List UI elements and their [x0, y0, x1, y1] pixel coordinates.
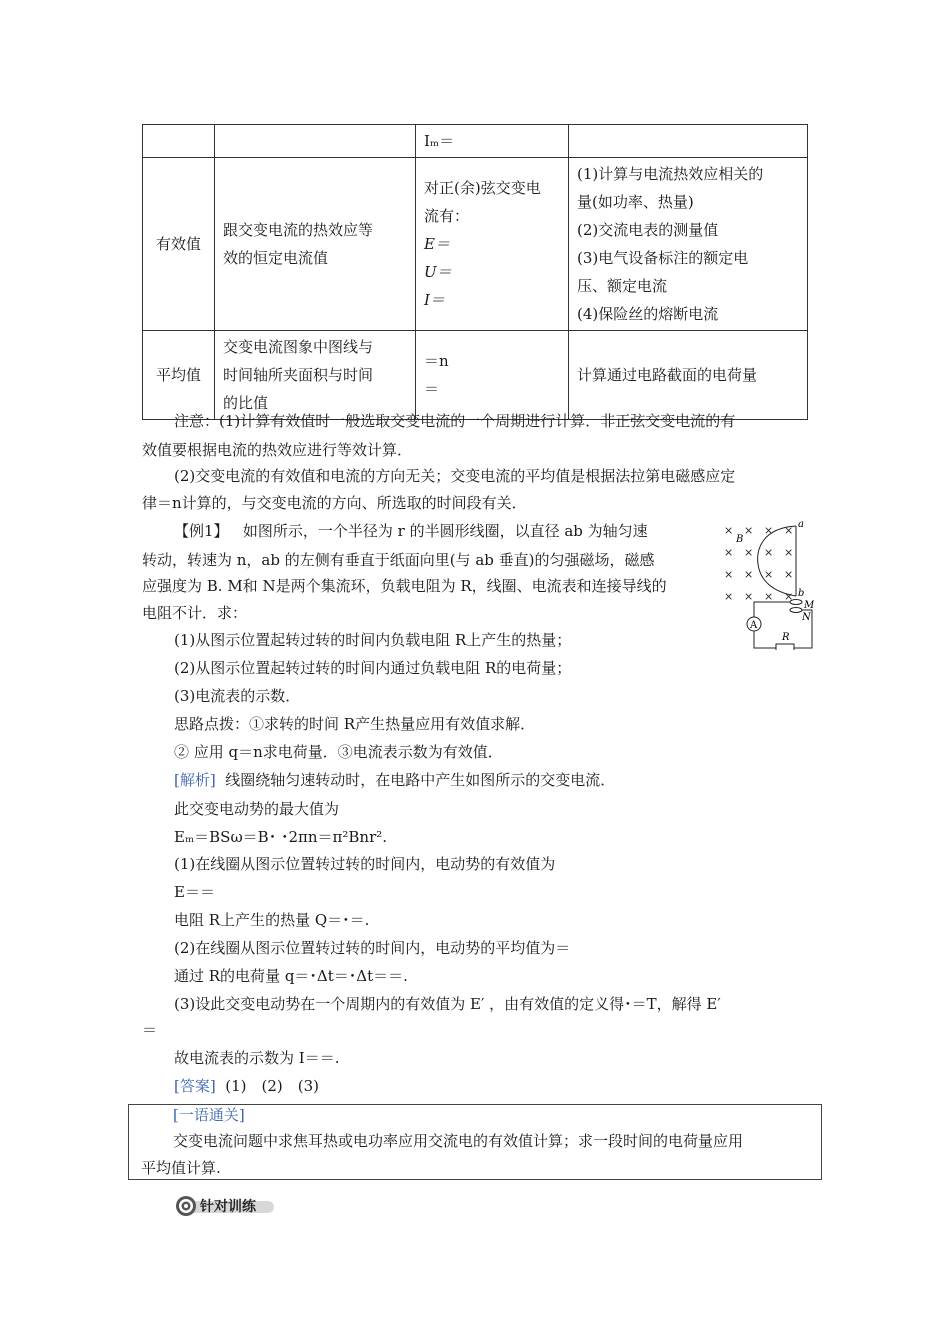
cell-line: 效的恒定电流值: [223, 249, 329, 267]
note-line: 效值要根据电流的热效应进行等效计算．: [142, 441, 413, 459]
table-row: [143, 125, 808, 158]
ammeter-label: A: [750, 620, 758, 631]
solution-text: 线圈绕轴匀速转动时，在电路中产生如图所示的交变电流．: [225, 771, 616, 789]
cell-line: I＝: [424, 291, 445, 309]
cross-mark: ×: [744, 524, 754, 537]
cell-line: 量(如功率、热量): [577, 193, 694, 211]
solution-line: [142, 766, 844, 795]
cell-line: (3)电气设备标注的额定电: [577, 249, 749, 267]
circuit-figure: [722, 520, 814, 650]
cell-line: 流有：: [424, 207, 470, 225]
answer-tag: [答案]: [174, 1077, 216, 1095]
cross-mark: ×: [764, 546, 774, 559]
example-line: 应强度为 B. M和 N是两个集流环，负载电阻为 R，线圈、电流表和连接导线的: [142, 577, 667, 595]
note-line: 律＝n计算的，与交变电流的方向、所选取的时间段有关．: [142, 494, 527, 512]
hint-line: ② 应用 q＝n求电荷量．③电流表示数为有效值．: [174, 743, 503, 761]
label-a: a: [798, 520, 804, 530]
answer-items: (1) (2) (3): [225, 1077, 320, 1095]
cell-line: 跟交变电流的热效应等: [223, 221, 374, 239]
cross-mark: ×: [744, 590, 754, 603]
cross-mark: ×: [784, 568, 794, 581]
question-1: (1)从图示位置起转过转的时间内负载电阻 R上产生的热量；: [174, 631, 572, 649]
label-b-field: B: [736, 534, 744, 545]
cross-mark: ×: [764, 590, 774, 603]
cell-line: 对正(余)弦交变电: [424, 179, 541, 197]
summary-tag: [一语通关]: [173, 1106, 245, 1124]
table-cell: [569, 158, 808, 331]
table-cell: 平均值: [143, 331, 215, 420]
cell-line: 的比值: [223, 394, 269, 412]
table-cell: 计算通过电路截面的电荷量: [569, 331, 808, 420]
example-text: 如图所示，一个半径为 r 的半圆形线圈，以直径 ab 为轴匀速: [242, 522, 648, 540]
cross-mark: ×: [784, 590, 794, 603]
label-r: R: [782, 632, 790, 643]
table-cell: [215, 158, 416, 331]
cell-line: 压、额定电流: [577, 277, 668, 295]
cell-line: U＝: [424, 263, 452, 281]
note-line: (2)交变电流的有效值和电流的方向无关；交变电流的平均值是根据法拉第电磁感应定: [174, 467, 736, 485]
solution-line: (3)设此交变电动势在一个周期内的有效值为 E′ ，由有效值的定义得･＝T，解得 E′: [174, 995, 721, 1013]
note-line: 注意：(1)计算有效值时一般选取交变电流的一个周期进行计算．非正弦交变电流的有: [174, 412, 736, 430]
example-line: 转动，转速为 n，ab 的左侧有垂直于纸面向里(与 ab 垂直)的匀强磁场，磁感: [142, 551, 655, 569]
question-2: (2)从图示位置起转过转的时间内通过负载电阻 R的电荷量；: [174, 659, 572, 677]
table-cell: [416, 158, 569, 331]
example-line: [142, 517, 734, 546]
label-n: N: [802, 612, 811, 623]
cell-line: (2)交流电表的测量值: [577, 221, 719, 239]
label-b: b: [798, 588, 805, 599]
table-cell: Iₘ＝: [416, 125, 569, 158]
cross-mark: ×: [764, 568, 774, 581]
practice-badge: [176, 1195, 274, 1217]
solution-line: 故电流表的示数为 I＝＝.: [174, 1049, 340, 1067]
solution-line: (2)在线圈从图示位置转过转的时间内，电动势的平均值为＝: [174, 939, 571, 957]
cross-mark: ×: [724, 524, 734, 537]
solution-line: 通过 R的电荷量 q＝･Δt＝･Δt＝＝.: [174, 967, 408, 985]
summary-line: 交变电流问题中求焦耳热或电功率应用交流电的有效值计算；求一段时间的电荷量应用: [173, 1132, 744, 1150]
solution-line: Eₘ＝BSω＝B･ ･2πn＝π²Bnr².: [174, 828, 388, 846]
resistor: [776, 644, 794, 650]
solution-line: E＝＝: [174, 883, 215, 901]
cell-line: (4)保险丝的熔断电流: [577, 305, 719, 323]
magnetic-field-crosses: [724, 524, 793, 603]
example-line: 电阻不计．求：: [142, 604, 248, 622]
label-m: M: [804, 600, 814, 611]
cell-line: ＝: [424, 380, 440, 398]
table-cell: [215, 125, 416, 158]
table-cell: [569, 125, 808, 158]
solution-tag: [解析]: [174, 771, 216, 789]
summary-line: 平均值计算.: [141, 1159, 221, 1177]
table-cell: 有效值: [143, 158, 215, 331]
table-cell: [143, 125, 215, 158]
cell-line: 时间轴所夹面积与时间: [223, 366, 374, 384]
comparison-table: [142, 124, 808, 420]
badge-label: 针对训练: [200, 1199, 256, 1215]
cross-mark: ×: [744, 546, 754, 559]
cell-line: ＝n: [424, 352, 449, 370]
hint-line: 思路点拨：①求转的时间 R产生热量应用有效值求解．: [174, 715, 536, 733]
cell-line: 交变电流图象中图线与: [223, 338, 374, 356]
slip-ring-n: [790, 608, 802, 613]
summary-box: [128, 1104, 822, 1180]
question-3: (3)电流表的示数．: [174, 687, 301, 705]
solution-line: 电阻 R上产生的热量 Q＝･＝.: [174, 911, 370, 929]
example-tag: 【例1】: [174, 522, 229, 540]
cross-mark: ×: [744, 568, 754, 581]
table-row: [143, 158, 808, 331]
cell-line: (1)计算与电流热效应相关的: [577, 165, 764, 183]
answer-line: [142, 1072, 844, 1101]
cross-mark: ×: [724, 546, 734, 559]
cross-mark: ×: [724, 568, 734, 581]
solution-line: (1)在线圈从图示位置转过转的时间内，电动势的有效值为: [174, 855, 556, 873]
cell-line: E＝: [424, 235, 450, 253]
cross-mark: ×: [784, 524, 794, 537]
cross-mark: ×: [784, 546, 794, 559]
cross-mark: ×: [764, 524, 774, 537]
cross-mark: ×: [724, 590, 734, 603]
solution-line: ＝: [142, 1021, 158, 1039]
solution-line: 此交变电动势的最大值为: [174, 800, 340, 818]
